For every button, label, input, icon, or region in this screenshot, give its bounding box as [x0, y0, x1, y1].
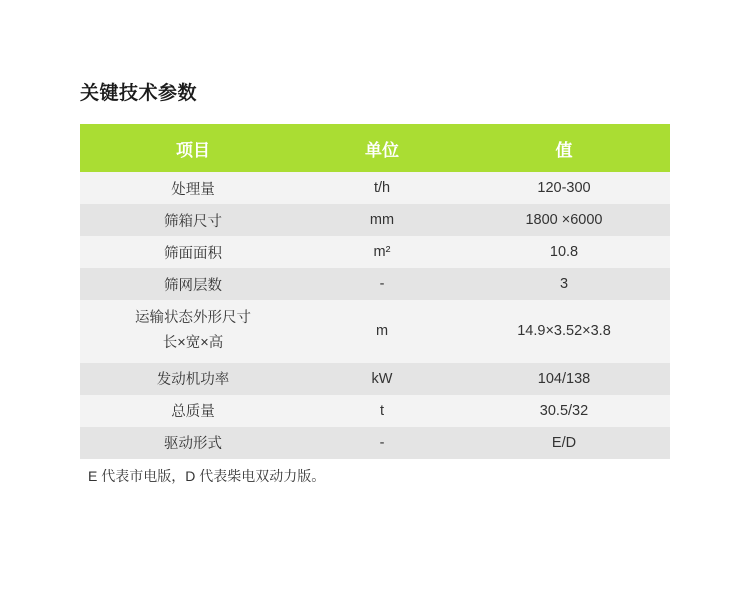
- cell-item: 筛箱尺寸: [80, 204, 306, 236]
- table-row: [80, 268, 670, 300]
- cell-value: 120-300: [458, 172, 670, 204]
- table-row: [80, 300, 670, 363]
- table-row: [80, 204, 670, 236]
- cell-value: 104/138: [458, 363, 670, 395]
- cell-item: 筛面面积: [80, 236, 306, 268]
- table-header-row: [80, 124, 670, 172]
- cell-item: 总质量: [80, 395, 306, 427]
- specifications-table: [80, 124, 670, 459]
- cell-item: 处理量: [80, 172, 306, 204]
- cell-unit: -: [306, 268, 458, 300]
- cell-unit: kW: [306, 363, 458, 395]
- cell-value: 3: [458, 268, 670, 300]
- cell-unit: m: [306, 300, 458, 363]
- page-title: 关键技术参数: [80, 83, 198, 104]
- table-row: [80, 172, 670, 204]
- table-header: [80, 124, 670, 172]
- table-row: [80, 363, 670, 395]
- cell-item: 筛网层数: [80, 268, 306, 300]
- column-header-unit: 单位: [306, 124, 458, 172]
- cell-value: 1800 ×6000: [458, 204, 670, 236]
- cell-item: 发动机功率: [80, 363, 306, 395]
- cell-unit: -: [306, 427, 458, 459]
- cell-item-line1: 运输状态外形尺寸: [135, 310, 251, 326]
- cell-unit: t: [306, 395, 458, 427]
- cell-item-line2: 长×宽×高: [162, 335, 224, 352]
- cell-unit: t/h: [306, 172, 458, 204]
- cell-unit: m²: [306, 236, 458, 268]
- cell-value: 14.9×3.52×3.8: [458, 300, 670, 363]
- cell-value: E/D: [458, 427, 670, 459]
- table-row: [80, 427, 670, 459]
- table-row: [80, 236, 670, 268]
- cell-item: [80, 300, 306, 363]
- cell-value: 30.5/32: [458, 395, 670, 427]
- table-footnote: E 代表市电版，D 代表柴电双动力版。: [88, 468, 326, 484]
- column-header-value: 值: [458, 124, 670, 172]
- cell-item: 驱动形式: [80, 427, 306, 459]
- table-row: [80, 395, 670, 427]
- column-header-item: 项目: [80, 124, 306, 172]
- cell-value: 10.8: [458, 236, 670, 268]
- cell-unit: mm: [306, 204, 458, 236]
- table-body: [80, 172, 670, 459]
